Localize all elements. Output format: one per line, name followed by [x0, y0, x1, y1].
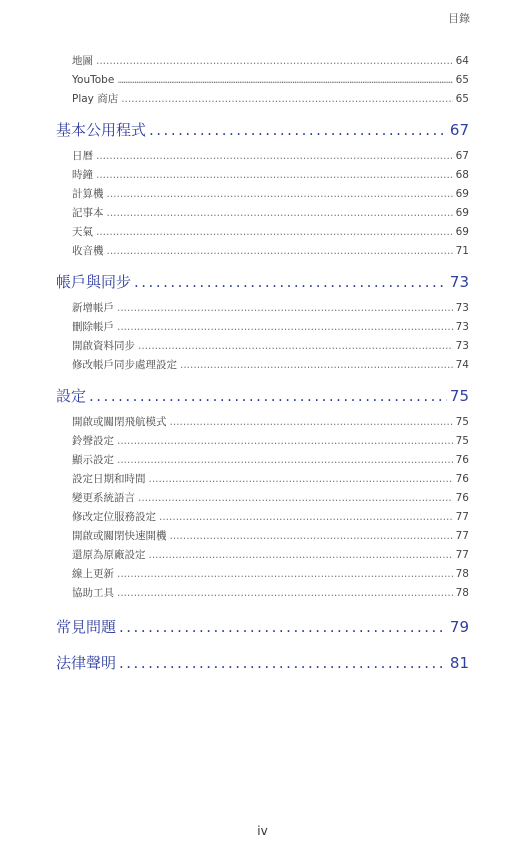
- toc-entry-title: 還原為原廠設定: [72, 549, 146, 561]
- toc-entry-page: 78: [455, 587, 469, 599]
- toc-entry-page: 75: [455, 416, 469, 428]
- toc-entry-title: 時鐘: [72, 169, 93, 181]
- toc-entry-title: 記事本: [72, 207, 104, 219]
- toc-entry-title: 設定日期和時間: [72, 473, 146, 485]
- toc-entry-enable-data-sync[interactable]: [56, 337, 469, 356]
- toc-entry-page: 73: [455, 302, 469, 314]
- toc-entry-title: 修改定位服務設定: [72, 511, 156, 523]
- page-number: iv: [257, 824, 268, 838]
- toc-section-page: 75: [449, 387, 469, 405]
- toc-entry-page: 65: [455, 93, 469, 105]
- dot-leader: [134, 268, 447, 296]
- dot-leader: [119, 613, 447, 641]
- toc-entry-title: YouTobe: [72, 74, 115, 86]
- toc-entry-title: 開啟資料同步: [72, 340, 135, 352]
- dot-leader: [138, 489, 453, 508]
- toc-entry-date-time[interactable]: [56, 470, 469, 489]
- toc-entry-title: Play 商店: [72, 93, 119, 105]
- toc-section-basic-utilities[interactable]: [56, 116, 469, 144]
- toc-entry-page: 67: [455, 150, 469, 162]
- dot-leader: [117, 584, 453, 603]
- dot-leader: [96, 147, 453, 166]
- dot-leader: [149, 116, 447, 144]
- toc-entry-page: 74: [455, 359, 469, 371]
- toc-entry-account-sync-settings[interactable]: [56, 356, 469, 375]
- toc-entry-clock[interactable]: [56, 166, 469, 185]
- toc-entry-title: 計算機: [72, 188, 104, 200]
- toc-entry-airplane-mode[interactable]: [56, 413, 469, 432]
- toc-entry-weather[interactable]: [56, 223, 469, 242]
- dot-leader: [119, 649, 447, 677]
- toc-entry-page: 69: [455, 207, 469, 219]
- toc-entry-page: 69: [455, 188, 469, 200]
- toc-entry-play-store[interactable]: [56, 90, 469, 109]
- dot-leader: [121, 90, 452, 109]
- toc-entry-title: 修改帳戶同步處理設定: [72, 359, 177, 371]
- running-header: 目錄: [448, 12, 470, 25]
- toc-entry-calendar[interactable]: [56, 147, 469, 166]
- toc-entry-title: 變更系統語言: [72, 492, 135, 504]
- toc-entry-notepad[interactable]: [56, 204, 469, 223]
- dot-leader: [170, 413, 453, 432]
- toc-entry-location-services[interactable]: [56, 508, 469, 527]
- dot-leader: [117, 565, 453, 584]
- toc-entry-title: 刪除帳戶: [72, 321, 114, 333]
- toc-entry-ringtone-settings[interactable]: [56, 432, 469, 451]
- toc-section-title: 基本公用程式: [56, 121, 147, 139]
- toc-section-page: 79: [449, 618, 469, 636]
- toc-entry-title: 日曆: [72, 150, 93, 162]
- toc-entry-radio[interactable]: [56, 242, 469, 261]
- toc-section-page: 73: [449, 273, 469, 291]
- toc-entry-display-settings[interactable]: [56, 451, 469, 470]
- toc-section-title: 帳戶與同步: [56, 273, 132, 291]
- toc-entry-title: 天氣: [72, 226, 93, 238]
- toc-entry-title: 協助工具: [72, 587, 114, 599]
- toc-section-page: 67: [449, 121, 469, 139]
- toc-entry-title: 顯示設定: [72, 454, 114, 466]
- toc-entry-page: 65: [455, 74, 469, 86]
- dot-leader: [138, 337, 453, 356]
- toc-entry-page: 78: [455, 568, 469, 580]
- dot-leader: [117, 318, 453, 337]
- dot-leader: [96, 52, 453, 71]
- dot-leader: [117, 451, 453, 470]
- toc-entry-title: 鈴聲設定: [72, 435, 114, 447]
- toc-entry-online-update[interactable]: [56, 565, 469, 584]
- table-of-contents: [56, 52, 469, 680]
- toc-entry-title: 開啟或關閉飛航模式: [72, 416, 167, 428]
- toc-entry-title: 線上更新: [72, 568, 114, 580]
- dot-leader: [149, 470, 453, 489]
- toc-entry-title: 新增帳戶: [72, 302, 114, 314]
- toc-section-title: 常見問題: [56, 618, 117, 636]
- dot-leader: [89, 382, 447, 410]
- dot-leader: [96, 223, 453, 242]
- toc-entry-page: 76: [455, 492, 469, 504]
- toc-entry-delete-account[interactable]: [56, 318, 469, 337]
- toc-section-settings[interactable]: [56, 382, 469, 410]
- toc-section-page: 81: [449, 654, 469, 672]
- toc-entry-page: 76: [455, 473, 469, 485]
- toc-entry-title: 開啟或關閉快速開機: [72, 530, 167, 542]
- toc-entry-page: 71: [455, 245, 469, 257]
- toc-entry-factory-reset[interactable]: [56, 546, 469, 565]
- toc-entry-maps[interactable]: [56, 52, 469, 71]
- toc-entry-page: 73: [455, 340, 469, 352]
- dot-leader: [107, 185, 453, 204]
- toc-section-title: 設定: [56, 387, 87, 405]
- toc-entry-system-language[interactable]: [56, 489, 469, 508]
- toc-section-accounts-sync[interactable]: [56, 268, 469, 296]
- toc-entry-fast-boot[interactable]: [56, 527, 469, 546]
- toc-entry-page: 73: [455, 321, 469, 333]
- dot-leader: [117, 432, 453, 451]
- toc-entry-page: 77: [455, 530, 469, 542]
- toc-entry-page: 77: [455, 511, 469, 523]
- toc-section-title: 法律聲明: [56, 654, 117, 672]
- toc-section-legal-notice[interactable]: [56, 649, 469, 677]
- dot-leader: [96, 166, 453, 185]
- toc-entry-title: 收音機: [72, 245, 104, 257]
- toc-entry-page: 64: [455, 55, 469, 67]
- dot-leader: [170, 527, 453, 546]
- toc-entry-title: 地圖: [72, 55, 93, 67]
- toc-entry-page: 69: [455, 226, 469, 238]
- toc-entry-page: 75: [455, 435, 469, 447]
- dot-leader: [107, 242, 453, 261]
- toc-entry-youtube[interactable]: [56, 71, 469, 90]
- dot-leader: [117, 71, 452, 90]
- dot-leader: [149, 546, 453, 565]
- toc-entry-page: 68: [455, 169, 469, 181]
- dot-leader: [117, 299, 453, 318]
- toc-entry-page: 77: [455, 549, 469, 561]
- toc-section-faq[interactable]: [56, 613, 469, 641]
- toc-entry-accessibility[interactable]: [56, 584, 469, 603]
- toc-entry-page: 76: [455, 454, 469, 466]
- dot-leader: [159, 508, 453, 527]
- dot-leader: [180, 356, 453, 375]
- dot-leader: [107, 204, 453, 223]
- toc-entry-calculator[interactable]: [56, 185, 469, 204]
- toc-entry-add-account[interactable]: [56, 299, 469, 318]
